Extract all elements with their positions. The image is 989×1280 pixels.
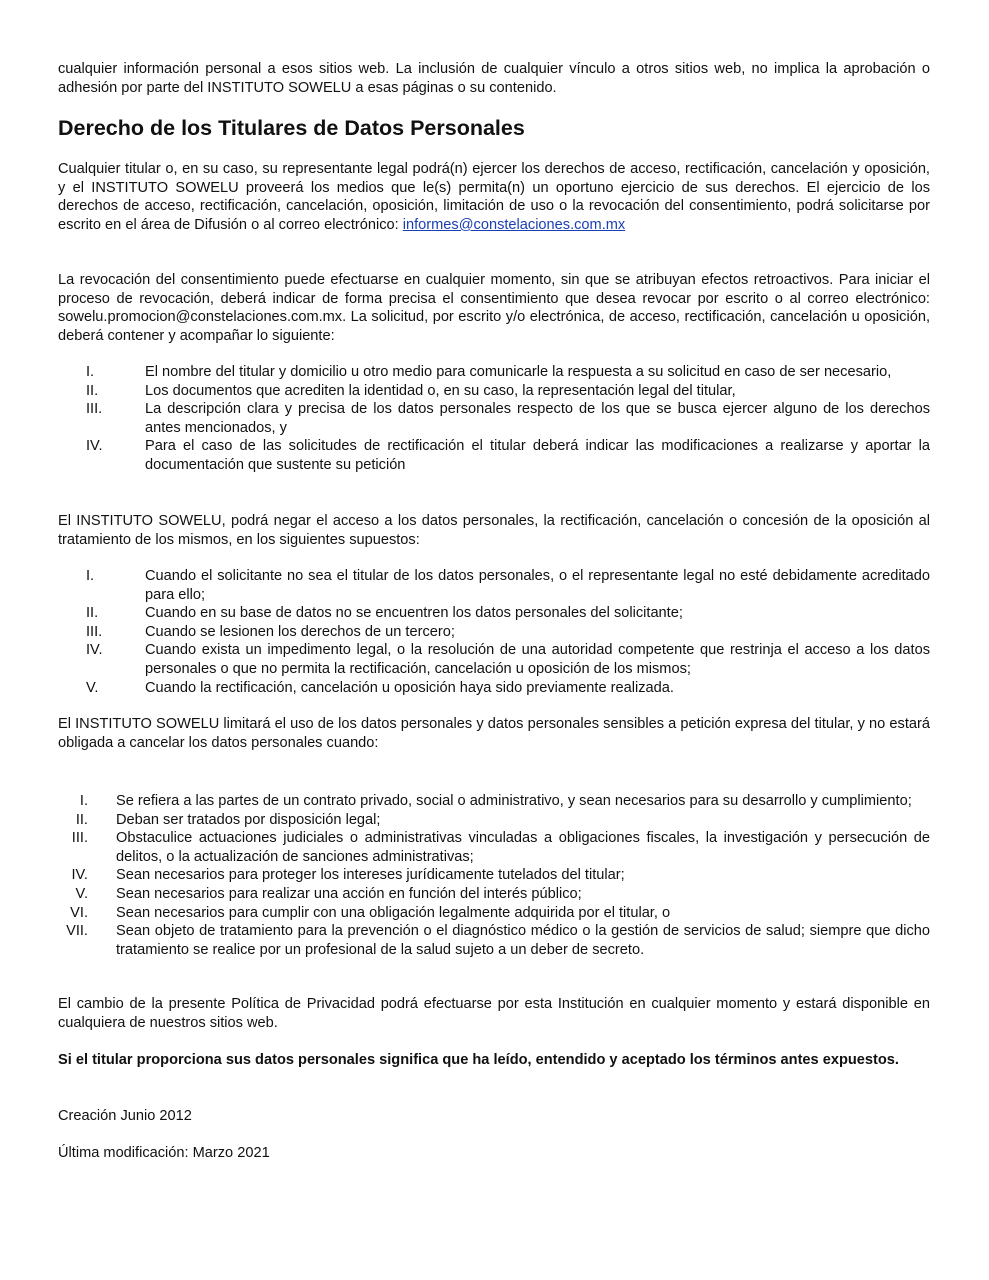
item-number: II. [86,382,99,399]
rights-paragraph [58,160,930,234]
item-number: III. [86,623,103,640]
item-text: Deban ser tratados por disposición legal; [116,811,381,828]
item-number: V. [75,885,88,902]
item-number: V. [86,679,99,696]
item-text: La descripción clara y precisa de los datos personales respecto de los que se busca ejercer alguno de los derechos antes mencionados, y [145,401,930,436]
item-number: VI. [70,904,88,921]
item-text: Cuando exista un impedimento legal, o la resolución de una autoridad competente que restrinja el acceso a los datos personales o que no permita la rectificación, cancelación u oposición de los mismos; [145,642,930,677]
item-text: Los documentos que acrediten la identidad o, en su caso, la representación legal del titular, [145,382,736,399]
item-number: I. [79,793,88,809]
list-item [58,829,930,866]
requirements-list [58,363,930,475]
policy-change-paragraph: El cambio de la presente Política de Privacidad podrá efectuarse por esta Institución en cualquier momento y estará disponible en cualquiera de nuestros sitios web. [58,996,930,1031]
list-item [58,866,930,885]
list-item [58,382,930,401]
item-number: II. [75,811,88,828]
section-title: Derecho de los Titulares de Datos Personales [58,116,525,140]
item-number: VII. [66,923,88,940]
item-number: II. [86,605,99,622]
limitation-list [58,792,930,959]
item-text: Se refiera a las partes de un contrato privado, social o administrativo, y sean necesarios para su desarrollo y cumplimiento; [116,793,912,809]
revocation-paragraph: La revocación del consentimiento puede efectuarse en cualquier momento, sin que se atribuyan efectos retroactivos. Para iniciar el proceso de revocación, deberá indicar de forma precisa el consentimiento que desea revocar por escrito o al correo electrónico: sowelu.promocion@constelaciones.com.mx. La solicitud, por escrito y/o electrónica, de acceso, rectificación, cancelación u oposición, deberá contener y acompañar lo siguiente: [58,272,930,344]
item-text: El nombre del titular y domicilio u otro medio para comunicarle la respuesta a su solicitud en caso de ser necesario, [145,364,892,380]
list-item [58,641,930,678]
list-item [58,623,930,642]
list-item [58,604,930,623]
item-number: I. [86,364,95,380]
last-modified-date: Última modificación: Marzo 2021 [58,1145,270,1161]
limitation-paragraph: El INSTITUTO SOWELU limitará el uso de los datos personales y datos personales sensibles a petición expresa del titular, y no estará obligada a cancelar los datos personales cuando: [58,716,930,751]
item-text: Sean necesarios para realizar una acción en función del interés público; [116,885,582,902]
denial-list [58,567,930,697]
item-text: Sean necesarios para cumplir con una obligación legalmente adquirida por el titular, o [116,904,671,921]
item-text: Cuando el solicitante no sea el titular de los datos personales, o el representante legal no esté debidamente acreditado para ello; [145,568,930,603]
list-item [58,885,930,904]
list-item [58,437,930,474]
email-link[interactable]: informes@constelaciones.com.mx [402,216,626,233]
item-text: Sean necesarios para proteger los intereses jurídicamente tutelados del titular; [116,867,625,884]
list-item [58,922,930,959]
item-number: III. [71,830,88,847]
acceptance-paragraph: Si el titular proporciona sus datos personales significa que ha leído, entendido y aceptado los términos antes expuestos. [58,1052,899,1068]
denial-paragraph: El INSTITUTO SOWELU, podrá negar el acceso a los datos personales, la rectificación, cancelación o concesión de la oposición al tratamiento de los mismos, en los siguientes supuestos: [58,513,930,548]
rights-text: Cualquier titular o, en su caso, su representante legal podrá(n) ejercer los derechos de acceso, rectificación, cancelación y oposición, y el INSTITUTO SOWELU proveerá los medios que le(s) permita(n) un oportuno ejercicio de sus derechos. El ejercicio de los derechos de acceso, rectificación, cancelación, oposición, limitación de uso o la revocación del consentimiento, podrá solicitarse por escrito en el área de Difusión o al correo electrónico: [58,161,930,233]
item-text: Obstaculice actuaciones judiciales o administrativas vinculadas a obligaciones fiscales, la investigación y persecución de delitos, o la actualización de sanciones administrativas; [116,830,930,865]
item-number: IV. [86,642,103,659]
list-item [58,792,930,811]
item-number: IV. [86,438,103,455]
list-item [58,904,930,923]
list-item [58,811,930,830]
intro-paragraph: cualquier información personal a esos sitios web. La inclusión de cualquier vínculo a otros sitios web, no implica la aprobación o adhesión por parte del INSTITUTO SOWELU a esas páginas o su contenido. [58,61,930,96]
item-number: IV. [71,867,88,884]
item-text: Cuando la rectificación, cancelación u oposición haya sido previamente realizada. [145,679,674,696]
item-number: I. [86,568,95,584]
list-item [58,679,930,698]
item-text: Sean objeto de tratamiento para la prevención o el diagnóstico médico o la gestión de servicios de salud; siempre que dicho tratamiento se realice por un profesional de la salud sujeto a un deber de secreto. [116,923,930,958]
list-item [58,363,930,382]
item-text: Cuando se lesionen los derechos de un tercero; [145,623,455,640]
item-text: Para el caso de las solicitudes de rectificación el titular deberá indicar las modificaciones a realizarse y aportar la documentación que sustente su petición [145,438,930,473]
creation-date: Creación Junio 2012 [58,1108,192,1124]
list-item [58,567,930,604]
item-text: Cuando en su base de datos no se encuentren los datos personales del solicitante; [145,605,683,622]
item-number: III. [86,401,103,418]
list-item [58,400,930,437]
